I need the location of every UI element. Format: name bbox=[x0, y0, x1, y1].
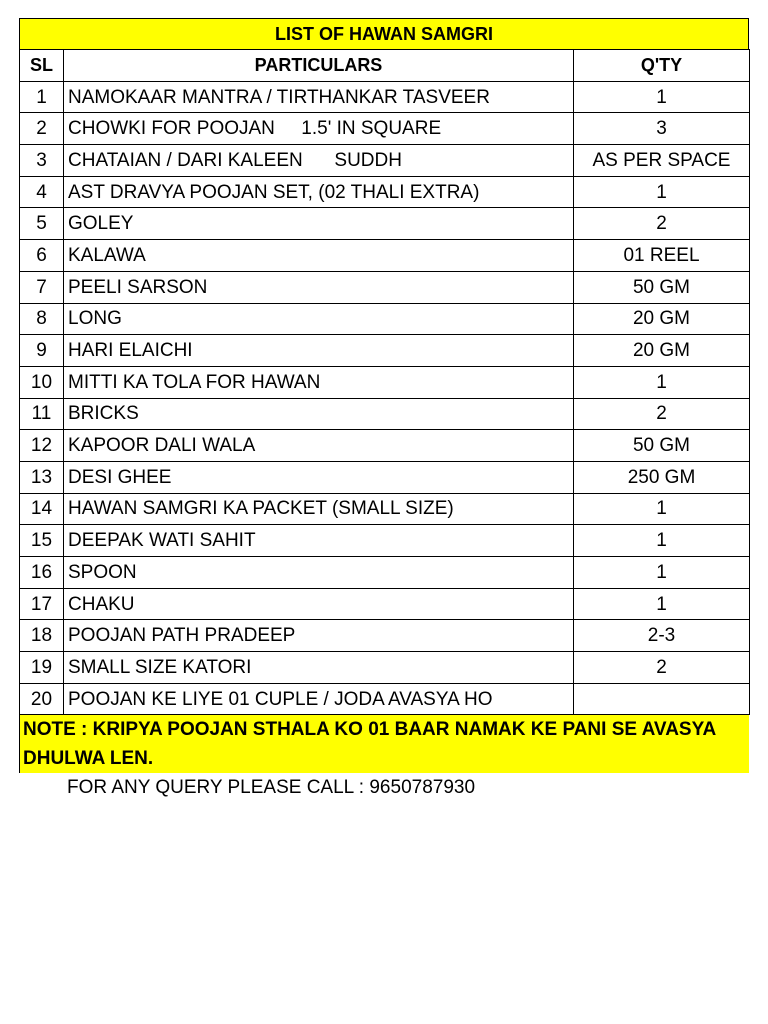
table-row bbox=[20, 683, 750, 715]
row-qty: 1 bbox=[574, 176, 750, 208]
row-sl: 15 bbox=[20, 525, 64, 557]
row-particulars: KAPOOR DALI WALA bbox=[64, 430, 574, 462]
row-particulars: BRICKS bbox=[64, 398, 574, 430]
table-row bbox=[20, 176, 750, 208]
row-sl: 4 bbox=[20, 176, 64, 208]
table-row bbox=[20, 335, 750, 367]
table-row bbox=[20, 271, 750, 303]
row-particulars: CHOWKI FOR POOJAN 1.5' IN SQUARE bbox=[64, 113, 574, 145]
row-qty: 1 bbox=[574, 557, 750, 589]
row-qty: 1 bbox=[574, 525, 750, 557]
row-particulars: KALAWA bbox=[64, 240, 574, 272]
row-sl: 7 bbox=[20, 271, 64, 303]
row-sl: 9 bbox=[20, 335, 64, 367]
row-qty: 3 bbox=[574, 113, 750, 145]
table-row bbox=[20, 240, 750, 272]
table-row bbox=[20, 588, 750, 620]
row-particulars: AST DRAVYA POOJAN SET, (02 THALI EXTRA) bbox=[64, 176, 574, 208]
table-header-row bbox=[20, 50, 750, 82]
table-row bbox=[20, 557, 750, 589]
row-sl: 3 bbox=[20, 145, 64, 177]
row-qty: 20 GM bbox=[574, 335, 750, 367]
row-qty: 1 bbox=[574, 81, 750, 113]
row-particulars: CHATAIAN / DARI KALEEN SUDDH bbox=[64, 145, 574, 177]
note-text: NOTE : KRIPYA POOJAN STHALA KO 01 BAAR NAMAK KE PANI SE AVASYA DHULWA LEN. bbox=[19, 715, 749, 773]
row-particulars: HARI ELAICHI bbox=[64, 335, 574, 367]
table-row bbox=[20, 398, 750, 430]
document-title: LIST OF HAWAN SAMGRI bbox=[19, 18, 749, 49]
row-sl: 8 bbox=[20, 303, 64, 335]
row-particulars: PEELI SARSON bbox=[64, 271, 574, 303]
row-sl: 18 bbox=[20, 620, 64, 652]
row-qty: 250 GM bbox=[574, 461, 750, 493]
table-row bbox=[20, 461, 750, 493]
table-row bbox=[20, 620, 750, 652]
row-particulars: POOJAN KE LIYE 01 CUPLE / JODA AVASYA HO bbox=[64, 683, 574, 715]
row-sl: 10 bbox=[20, 366, 64, 398]
header-qty: Q'TY bbox=[574, 50, 750, 82]
row-qty: 50 GM bbox=[574, 430, 750, 462]
table-row bbox=[20, 493, 750, 525]
header-particulars: PARTICULARS bbox=[64, 50, 574, 82]
row-particulars: DEEPAK WATI SAHIT bbox=[64, 525, 574, 557]
header-sl: SL bbox=[20, 50, 64, 82]
table-row bbox=[20, 208, 750, 240]
row-sl: 20 bbox=[20, 683, 64, 715]
row-qty: 1 bbox=[574, 366, 750, 398]
row-particulars: POOJAN PATH PRADEEP bbox=[64, 620, 574, 652]
row-qty: 1 bbox=[574, 493, 750, 525]
row-sl: 17 bbox=[20, 588, 64, 620]
row-sl: 11 bbox=[20, 398, 64, 430]
samgri-table bbox=[19, 49, 750, 715]
row-sl: 16 bbox=[20, 557, 64, 589]
row-sl: 2 bbox=[20, 113, 64, 145]
row-qty: 2 bbox=[574, 652, 750, 684]
samgri-sheet bbox=[19, 18, 749, 803]
row-sl: 1 bbox=[20, 81, 64, 113]
row-sl: 13 bbox=[20, 461, 64, 493]
row-qty: 01 REEL bbox=[574, 240, 750, 272]
row-sl: 6 bbox=[20, 240, 64, 272]
table-row bbox=[20, 113, 750, 145]
row-particulars: DESI GHEE bbox=[64, 461, 574, 493]
row-qty: 2 bbox=[574, 398, 750, 430]
row-qty: AS PER SPACE bbox=[574, 145, 750, 177]
row-particulars: NAMOKAAR MANTRA / TIRTHANKAR TASVEER bbox=[64, 81, 574, 113]
row-qty: 1 bbox=[574, 588, 750, 620]
row-sl: 19 bbox=[20, 652, 64, 684]
contact-line: FOR ANY QUERY PLEASE CALL : 9650787930 bbox=[67, 777, 476, 799]
row-particulars: HAWAN SAMGRI KA PACKET (SMALL SIZE) bbox=[64, 493, 574, 525]
row-particulars: LONG bbox=[64, 303, 574, 335]
row-qty: 20 GM bbox=[574, 303, 750, 335]
row-qty: 2 bbox=[574, 208, 750, 240]
table-row bbox=[20, 525, 750, 557]
table-row bbox=[20, 652, 750, 684]
table-row bbox=[20, 303, 750, 335]
row-particulars: SPOON bbox=[64, 557, 574, 589]
row-particulars: MITTI KA TOLA FOR HAWAN bbox=[64, 366, 574, 398]
row-particulars: GOLEY bbox=[64, 208, 574, 240]
row-particulars: SMALL SIZE KATORI bbox=[64, 652, 574, 684]
table-row bbox=[20, 430, 750, 462]
row-sl: 5 bbox=[20, 208, 64, 240]
table-body bbox=[20, 81, 750, 715]
row-sl: 14 bbox=[20, 493, 64, 525]
table-row bbox=[20, 366, 750, 398]
row-qty: 50 GM bbox=[574, 271, 750, 303]
row-qty bbox=[574, 683, 750, 715]
row-particulars: CHAKU bbox=[64, 588, 574, 620]
table-row bbox=[20, 145, 750, 177]
table-row bbox=[20, 81, 750, 113]
row-sl: 12 bbox=[20, 430, 64, 462]
row-qty: 2-3 bbox=[574, 620, 750, 652]
